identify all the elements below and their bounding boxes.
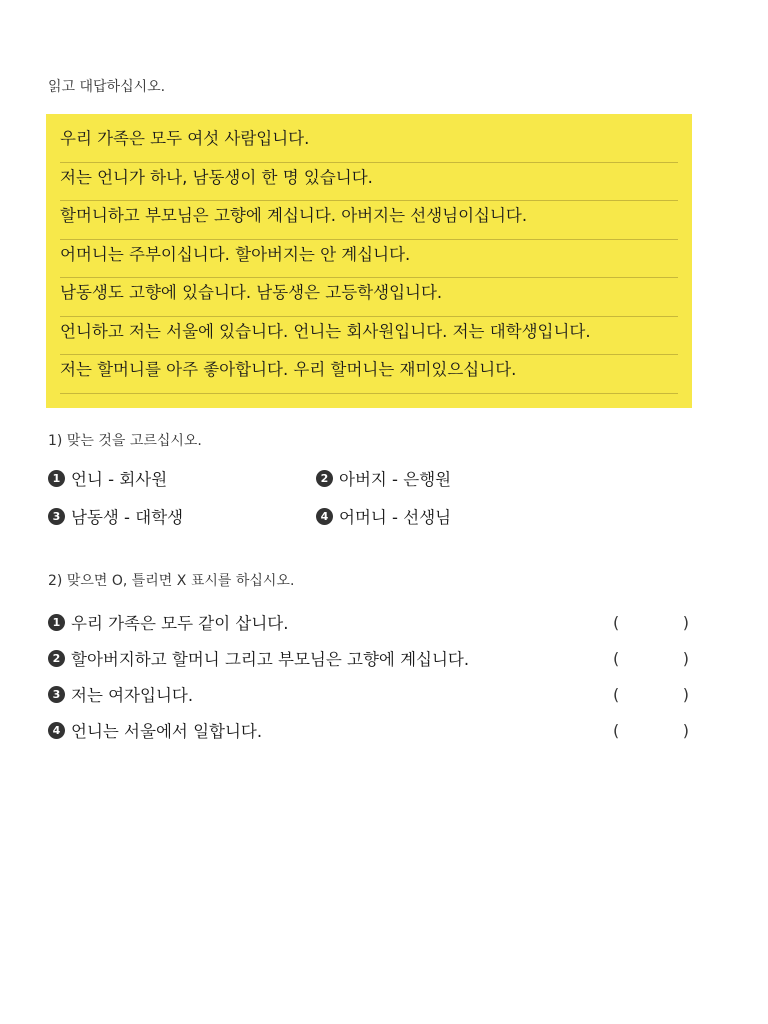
- passage-line: 우리 가족은 모두 여섯 사람입니다.: [60, 124, 678, 163]
- passage-line: 저는 언니가 하나, 남동생이 한 명 있습니다.: [60, 163, 678, 202]
- answer-blank[interactable]: [613, 613, 689, 632]
- instruction-text: 읽고 대답하십시오.: [48, 79, 166, 95]
- open-paren: (: [613, 612, 620, 632]
- choice-number-badge: 3: [48, 508, 65, 525]
- choice-text: 아버지 - 은행원: [339, 470, 452, 489]
- close-paren: ): [682, 648, 689, 668]
- choice-number-badge: 1: [48, 470, 65, 487]
- ox-item-3: [48, 676, 696, 712]
- passage-line: 저는 할머니를 아주 좋아합니다. 우리 할머니는 재미있으십니다.: [60, 355, 678, 394]
- choice-4[interactable]: [316, 504, 616, 528]
- choice-text: 어머니 - 선생님: [339, 508, 452, 527]
- question-1-choices: [48, 466, 648, 528]
- item-number-badge: 1: [48, 614, 65, 631]
- ox-item-4: [48, 712, 696, 748]
- item-number-badge: 3: [48, 686, 65, 703]
- choice-3[interactable]: [48, 504, 316, 528]
- choice-2[interactable]: [316, 466, 616, 490]
- ox-item-1: [48, 604, 696, 640]
- item-text: 할아버지하고 할머니 그리고 부모님은 고향에 계십니다.: [71, 650, 470, 669]
- item-text: 우리 가족은 모두 같이 삽니다.: [71, 614, 289, 633]
- passage-line: 할머니하고 부모님은 고향에 계십니다. 아버지는 선생님이십니다.: [60, 201, 678, 240]
- item-number-badge: 2: [48, 650, 65, 667]
- passage-line: 남동생도 고향에 있습니다. 남동생은 고등학생입니다.: [60, 278, 678, 317]
- passage-line: 언니하고 저는 서울에 있습니다. 언니는 회사원입니다. 저는 대학생입니다.: [60, 317, 678, 356]
- open-paren: (: [613, 720, 620, 740]
- close-paren: ): [682, 720, 689, 740]
- item-number-badge: 4: [48, 722, 65, 739]
- choice-number-badge: 2: [316, 470, 333, 487]
- answer-blank[interactable]: [613, 649, 689, 668]
- open-paren: (: [613, 684, 620, 704]
- question-2-title: 2) 맞으면 O, 틀리면 X 표시를 하십시오.: [48, 573, 295, 589]
- choice-text: 남동생 - 대학생: [71, 508, 184, 527]
- ox-item-2: [48, 640, 696, 676]
- choice-text: 언니 - 회사원: [71, 470, 168, 489]
- reading-passage: [46, 114, 692, 408]
- item-text: 언니는 서울에서 일합니다.: [71, 722, 263, 741]
- question-2-items: [48, 604, 696, 748]
- passage-line: 어머니는 주부이십니다. 할아버지는 안 계십니다.: [60, 240, 678, 279]
- open-paren: (: [613, 648, 620, 668]
- close-paren: ): [682, 684, 689, 704]
- answer-blank[interactable]: [613, 721, 689, 740]
- answer-blank[interactable]: [613, 685, 689, 704]
- question-1-title: 1) 맞는 것을 고르십시오.: [48, 433, 202, 449]
- choice-1[interactable]: [48, 466, 316, 490]
- item-text: 저는 여자입니다.: [71, 686, 194, 705]
- choice-number-badge: 4: [316, 508, 333, 525]
- close-paren: ): [682, 612, 689, 632]
